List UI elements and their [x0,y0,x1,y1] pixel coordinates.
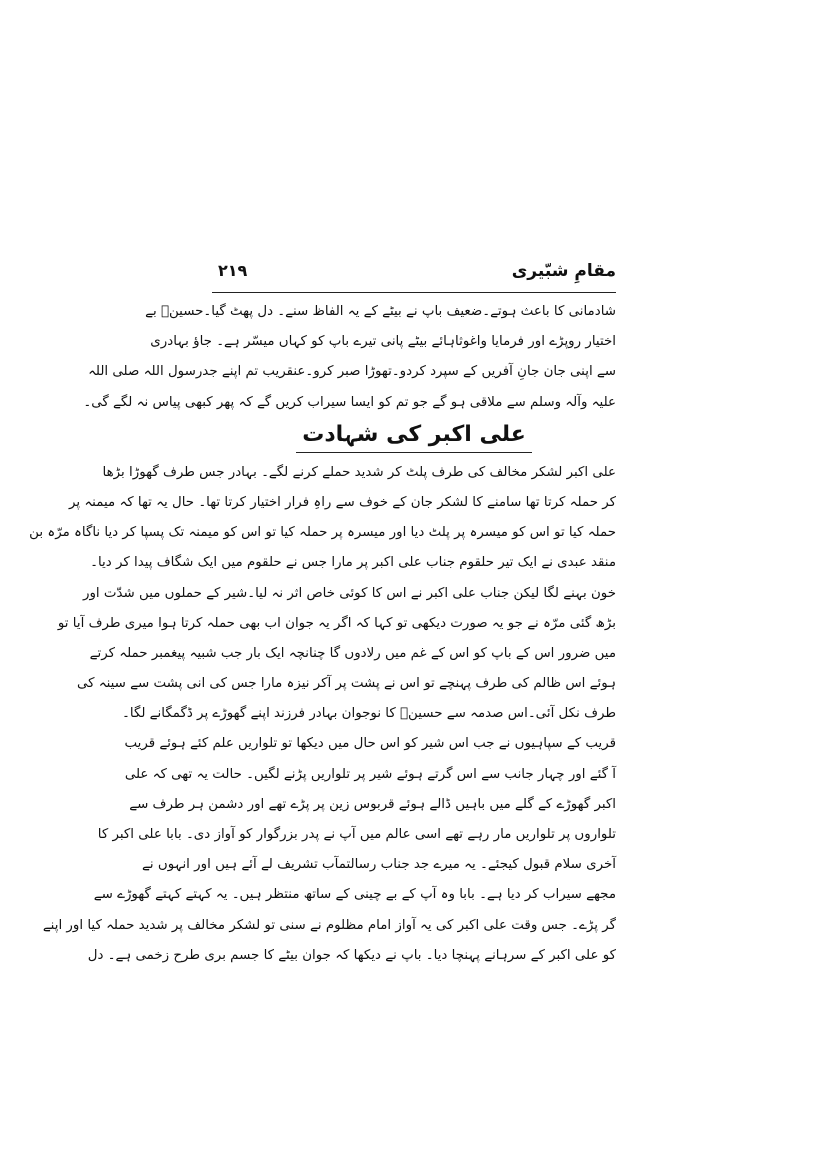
text-line: منقد عبدی نے ایک تیر حلقوم جناب علی اکبر پر مارا جس نے حلقوم میں ایک شگاف پیدا کر دیا۔ [90,555,616,571]
text-line: کر حملہ کرتا تھا سامنے کا لشکر جان کے خوف سے راہِ فرار اختیار کرتا تھا۔ حال یہ تھا کہ میمنہ پر [68,494,616,510]
running-title: مقامِ شبّیری [511,261,616,281]
text-line: قریب کے سپاہیوں نے جب اس شیر کو اس حال میں دیکھا تو تلواریں علم کئے ہوئے قریب [124,736,616,752]
text-line: میں ضرور اس کے باپ کو اس کے غم میں رلادوں گا چنانچہ ایک بار جب شبیہ پیغمبر حملہ کرتے [89,645,616,661]
page-number: ۲۱۹ [218,261,248,280]
text-line: بڑھ گئی مرّہ نے جو یہ صورت دیکھی تو کہا کہ اگر یہ جوان اب بھی حملہ کرتا ہوا میری طرف آیا تو [57,615,616,631]
text-line: اکبر گھوڑے کے گلے میں باہیں ڈالے ہوئے قربوس زین پر پڑے تھے اور دشمن ہر طرف سے [129,796,616,812]
text-line: طرف نکل آئی۔اس صدمہ سے حسینؑ کا نوجوان بہادر فرزند اپنے گھوڑے پر ڈگمگانے لگا۔ [122,706,616,722]
body-text [29,297,616,971]
text-line: آ گئے اور چہار جانب سے اس گرتے ہوئے شیر پر تلواریں پڑنے لگیں۔ حالت یہ تھی کہ علی [124,766,616,782]
page-header [212,258,616,284]
text-line: علیہ وآلہ وسلم سے ملاقی ہو گے جو تم کو ایسا سیراب کریں گے کہ پھر کبھی پیاس نہ لگے گی۔ [83,394,616,410]
header-divider [212,292,616,293]
text-line: تلواروں پر تلواریں مار رہے تھے اسی عالم میں آپ نے پدر بزرگوار کو آواز دی۔ بابا علی اکبر کا [97,827,616,842]
text-line: شادمانی کا باعث ہوتے۔ضعیف باپ نے بیٹے کے یہ الفاظ سنے۔ دل پھٹ گیا۔حسینؑ بے [145,304,616,319]
text-line: خون بہنے لگا لیکن جناب علی اکبر نے اس کا کوئی خاص اثر نہ لیا۔شیر کے حملوں میں شدّت اور [82,585,616,601]
text-line: گر پڑے۔ جس وقت علی اکبر کی یہ آواز امام مظلوم نے سنی تو لشکر مخالف پر شدید حملہ کیا اور اپنے [42,917,616,933]
text-line: ہوئے اس ظالم کی طرف پہنچے تو اس نے پشت پر آکر نیزہ مارا جس کی انی پشت سے سینہ کی [76,676,616,692]
text-line: مجھے سیراب کر دیا ہے۔ بابا وہ آپ کے بے چینی کے ساتھ منتظر ہیں۔ یہ کہتے کہتے گھوڑے سے [93,887,616,903]
section-heading-text: علی اکبر کی شہادت [296,418,531,453]
section-heading [212,418,616,458]
text-line: حملہ کیا تو اس کو میسرہ پر پلٹ دیا اور میسرہ پر حملہ کیا تو اس کو میمنہ تک پسپا کر دیا ناگاہ مرّہ بن [29,525,616,541]
text-line: سے اپنی جان جانِ آفریں کے سپرد کردو۔تھوڑا صبر کرو۔عنقریب تم اپنے جدرسول اللہ صلی اللہ [88,364,616,380]
text-line: کو علی اکبر کے سرہانے پہنچا دیا۔ باپ نے دیکھا کہ جوان بیٹے کا جسم بری طرح زخمی ہے۔ دل [87,947,616,963]
text-line: علی اکبر لشکر مخالف کی طرف پلٹ کر شدید حملے کرنے لگے۔ بہادر جس طرف گھوڑا بڑھا [102,464,616,480]
text-line: آخری سلام قبول کیجئے۔ یہ میرے جد جناب رسالتمآب تشریف لے آئے ہیں اور انہوں نے [142,857,616,873]
text-line: اختیار روپڑے اور فرمایا واغوثاہائے بیٹے پانی تیرے باپ کو کہاں میسّر ہے۔ جاؤ بہادری [150,334,616,350]
